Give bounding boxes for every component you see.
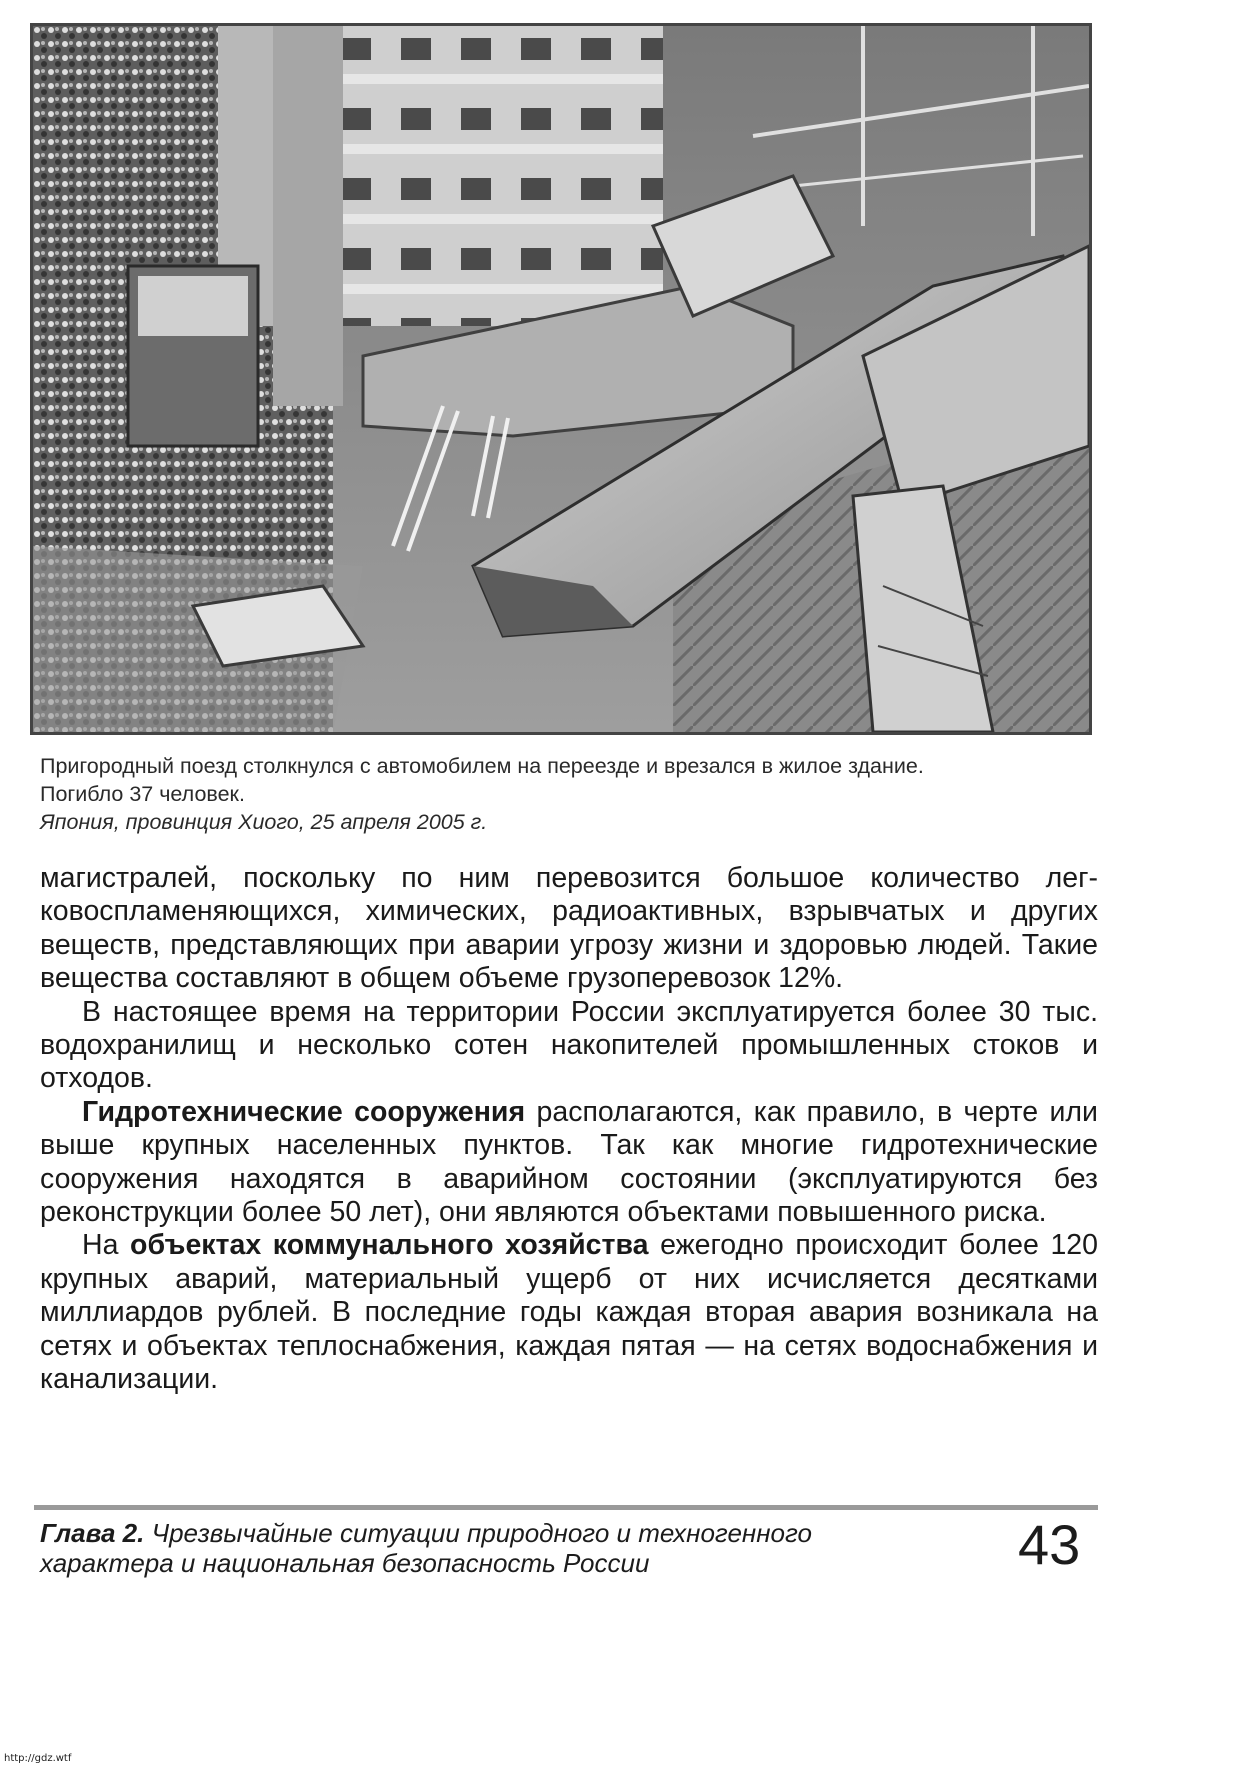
caption-line-1: Пригородный поезд столкнулся с автомобилем на переезде и врезался в жилое здание. [40,754,924,778]
body-text [40,862,1098,1397]
photo-illustration [33,26,1089,732]
footer-line-1 [40,1518,900,1548]
chapter-title-line-1: Чрезвычайные ситуации природного и техногенного [144,1518,812,1548]
paragraph-2: В настоящее время на территории России эксплуатируется более 30 тыс. водохранилищ и несколько сотен накопителей промышленных стоков и отходов. [40,995,1098,1095]
chapter-label: Глава 2. [40,1518,145,1548]
caption-line-2: Погибло 37 человек. [40,782,245,806]
term-hydrotechnical: Гидротехнические сооружения [82,1095,526,1128]
paragraph-4-text: ежегодно происходит более 120 крупных аварий, материальный ущерб от них исчисляется десятками миллиардов рублей. В последние годы каждая вторая авария возникала на сетях и объектах теплоснабжения, каждая пятая — на сетях водоснабжения и канализации. [40,1229,1099,1396]
paragraph-1: магистралей, поскольку по ним перевозится большое количество легковоспламеняющихся, химических, радиоактивных, взрывчатых и других веществ, представляющих при аварии угрозу жизни и здоровью людей. Такие вещества составляют в общем объеме грузоперевозок 12%. [40,862,1098,995]
train-crash-photo [30,23,1092,735]
term-communal: объектах коммунального хозяйства [130,1229,649,1262]
paragraph-3 [40,1096,1098,1230]
page-number: 43 [1018,1513,1081,1576]
running-footer [40,1518,900,1578]
chapter-title-line-2: характера и национальная безопасность России [40,1548,650,1578]
paragraph-3-text: располагаются, как правило, в черте или выше крупных населенных пунктов. Так как многие гидротехнические сооружения находятся в аварийном состоянии (эксплуатируются без реконструкции более 50 лет), они являются объектами повышенного риска. [40,1095,1098,1229]
footer-divider [34,1505,1098,1510]
photo-caption [40,752,1100,836]
paragraph-4-start: На [82,1229,131,1262]
watermark-link[interactable]: http://gdz.wtf [4,1753,72,1764]
caption-place-date: Япония, провинция Хиого, 25 апреля 2005 г. [40,810,488,834]
paragraph-4 [40,1229,1098,1396]
